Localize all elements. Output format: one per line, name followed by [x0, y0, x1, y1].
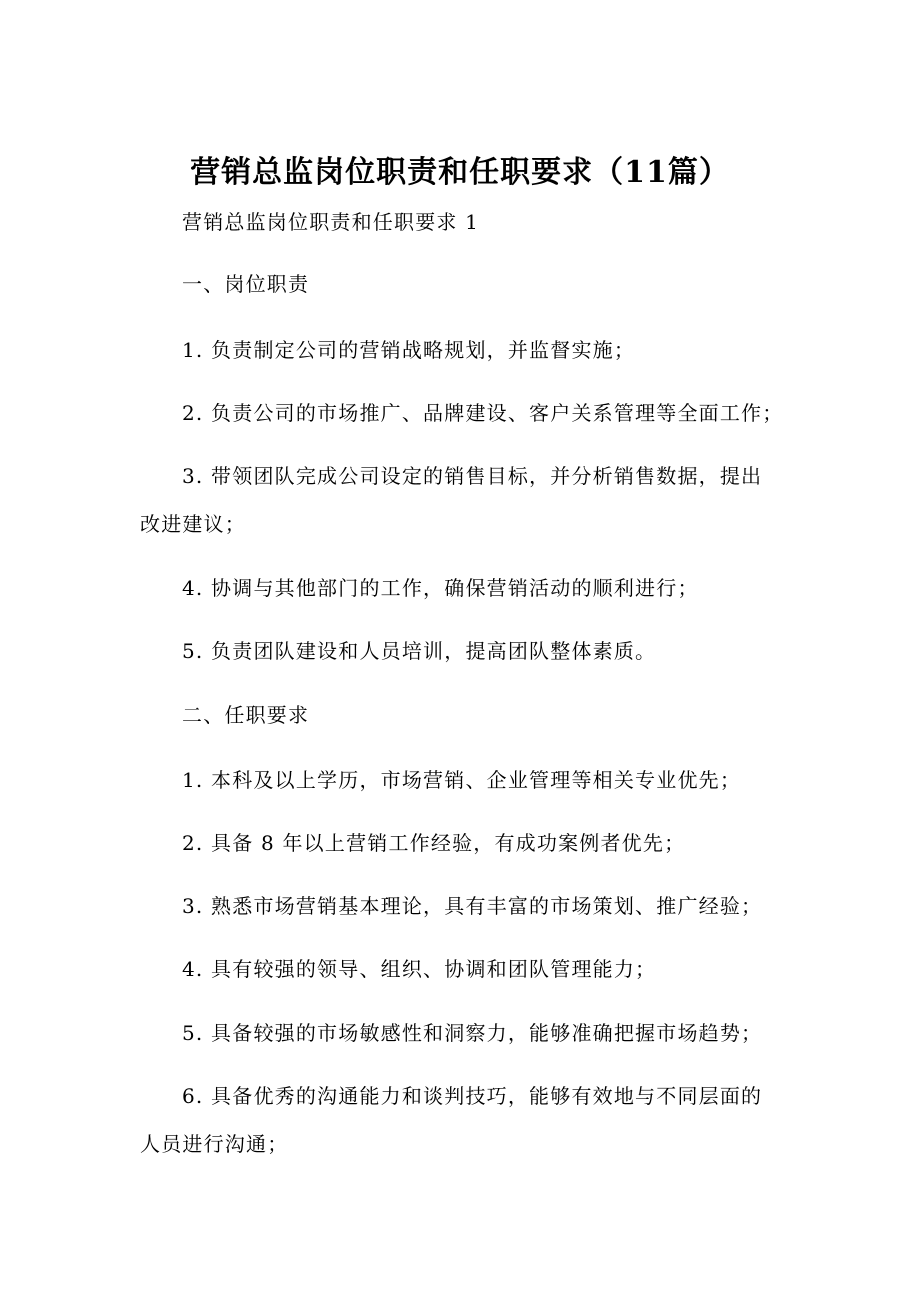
- duty-item: 5. 负责团队建设和人员培训，提高团队整体素质。: [182, 639, 657, 663]
- requirement-item: 5. 具备较强的市场敏感性和洞察力，能够准确把握市场趋势；: [182, 1021, 763, 1045]
- requirement-item: 3. 熟悉市场营销基本理论，具有丰富的市场策划、推广经验；: [182, 894, 763, 918]
- duty-item: 2. 负责公司的市场推广、品牌建设、客户关系管理等全面工作；: [182, 401, 784, 425]
- document-title: 营销总监岗位职责和任职要求（11篇）: [190, 155, 730, 190]
- requirement-item: 6. 具备优秀的沟通能力和谈判技巧，能够有效地与不同层面的: [182, 1084, 763, 1108]
- requirement-item: 2. 具备 8 年以上营销工作经验，有成功案例者优先；: [182, 831, 686, 855]
- requirement-item: 1. 本科及以上学历，市场营销、企业管理等相关专业优先；: [182, 768, 742, 792]
- section-heading: 营销总监岗位职责和任职要求 1: [182, 210, 480, 234]
- duty-item-continuation: 改进建议；: [140, 512, 246, 536]
- requirement-item: 4. 具有较强的领导、组织、协调和团队管理能力；: [182, 957, 657, 981]
- duty-item: 3. 带领团队完成公司设定的销售目标，并分析销售数据，提出: [182, 464, 763, 488]
- subsection-heading: 一、岗位职责: [182, 272, 310, 296]
- subsection-heading: 二、任职要求: [182, 703, 310, 727]
- duty-item: 1. 负责制定公司的营销战略规划，并监督实施；: [182, 338, 636, 362]
- duty-item: 4. 协调与其他部门的工作，确保营销活动的顺利进行；: [182, 576, 699, 600]
- requirement-item-continuation: 人员进行沟通；: [140, 1132, 289, 1156]
